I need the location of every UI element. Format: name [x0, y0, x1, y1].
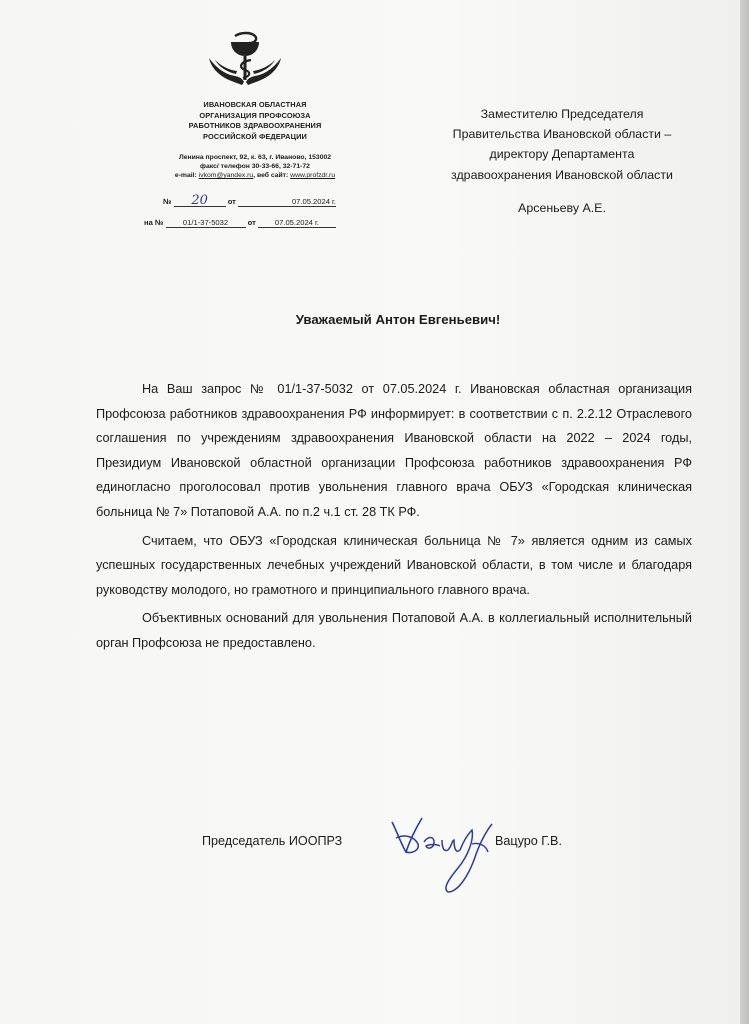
addressee-line: здравоохранения Ивановской области: [451, 167, 673, 182]
salutation: Уважаемый Антон Евгеньевич!: [295, 312, 501, 327]
phone-fax: факс/ телефон 30-33-66, 32-71-72: [200, 163, 310, 171]
email-site-line: [140, 171, 370, 180]
reference-date: 07.05.2024 г.: [258, 218, 336, 228]
org-line: РАБОТНИКОВ ЗДРАВООХРАНЕНИЯ: [188, 121, 322, 130]
page-edge-shadow: [740, 0, 749, 1024]
postal-address: Ленина проспект, 92, к. 63, г. Иваново, 153002: [178, 154, 332, 161]
signatory-position: Председатель ИООПРЗ: [202, 834, 343, 848]
reference-date-label: от: [247, 218, 256, 227]
website-link[interactable]: www.profzdr.ru: [290, 172, 336, 180]
letter-body: [96, 377, 692, 660]
outgoing-number: 20: [191, 193, 208, 208]
contact-info: [140, 153, 370, 181]
addressee-name: Арсеньеву А.Е.: [518, 201, 606, 215]
org-line: ИВАНОВСКАЯ ОБЛАСТНАЯ: [203, 100, 307, 109]
reference-number-line: [144, 218, 336, 228]
addressee-line: Заместителю Председателя: [480, 107, 644, 121]
reference-label: на №: [144, 218, 164, 227]
body-paragraph: Считаем, что ОБУЗ «Городская клиническая больница № 7» является одним из самых успешных государственных лечебных учреждений Ивановской области, в том числе и благодаря руководству молодого, но грамотного и принципиального главного врача.: [96, 533, 692, 597]
reference-number: 01/1-37-5032: [166, 218, 246, 228]
outgoing-date: 07.05.2024 г.: [238, 197, 336, 207]
addressee-line: Правительства Ивановской области –: [452, 127, 672, 142]
addressee-line: директору Департамента: [489, 147, 635, 162]
outgoing-number-line: [163, 193, 337, 208]
org-line: ОРГАНИЗАЦИЯ ПРОФСОЮЗА: [199, 110, 311, 120]
signatory-name: Вацуро Г.В.: [495, 834, 562, 848]
email-label: e-mail:: [174, 172, 197, 180]
addressee-block: [412, 104, 712, 185]
email-link[interactable]: ivkom@yandex.ru: [198, 172, 254, 180]
body-paragraph: Объективных оснований для увольнения Потаповой А.А. в коллегиальный исполнительный орган Профсоюза не предоставлено.: [96, 611, 692, 650]
site-label: , веб сайт:: [253, 172, 289, 180]
handwritten-signature: [388, 800, 508, 900]
organization-name: [140, 100, 370, 142]
date-label: от: [227, 197, 236, 206]
caduceus-hands-icon: [205, 30, 285, 90]
number-label: №: [163, 197, 172, 206]
org-line: РОССИЙСКОЙ ФЕДЕРАЦИИ: [203, 131, 307, 141]
body-paragraph: На Ваш запрос № 01/1-37-5032 от 07.05.2024 г. Ивановская областная организация Профсоюза работников здравоохранения РФ информирует: в соответствии с п. 2.2.12 Отраслевого соглашения по учреждениям здравоохранения Ивановской области на 2022 – 2024 годы, Президиум Ивановской областной организации Профсоюза работников здравоохранения РФ единогласно проголосовал против увольнения главного врача ОБУЗ «Городская клиническая больница № 7» Потаповой А.А. по п.2 ч.1 ст. 28 ТК РФ.: [96, 382, 692, 519]
